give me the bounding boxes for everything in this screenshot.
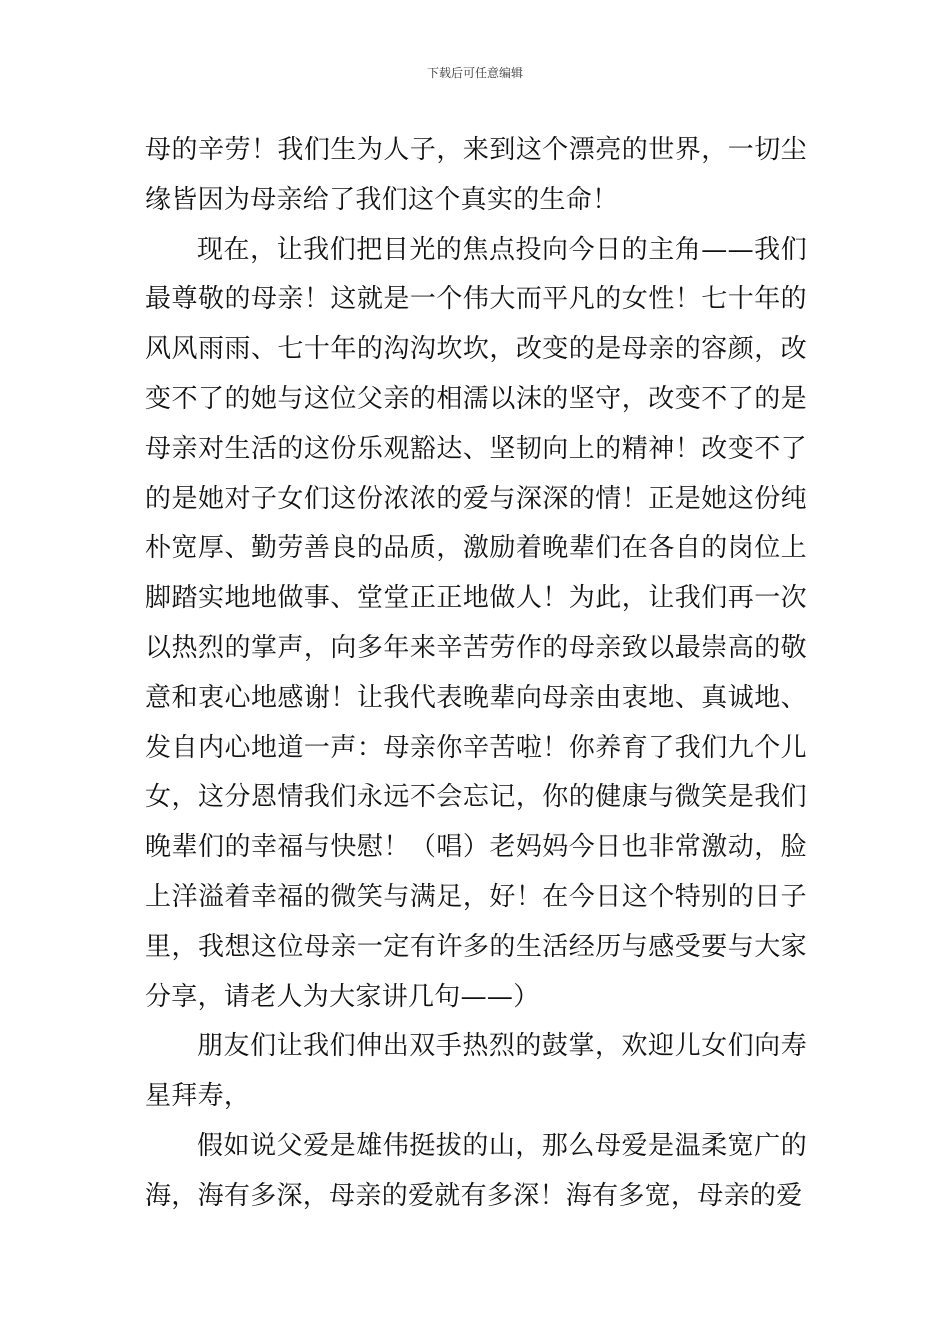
page-header: 下载后可任意编辑	[426, 66, 523, 80]
paragraph-2: 现在，让我们把目光的焦点投向今日的主角——我们最尊敬的母亲！这就是一个伟大而平凡的女性！七十年的风风雨雨、七十年的沟沟坎坎，改变的是母亲的容颜，改变不了的她与这位父亲的相濡以沫的坚守，改变不了的是母亲对生活的这份乐观豁达、坚韧向上的精神！改变不了的是她对子女们这份浓浓的爱与深深的情！正是她这份纯朴宽厚、勤劳善良的品质，激励着晚辈们在各自的岗位上脚踏实地地做事、堂堂正正地做人！为此，让我们再一次以热烈的掌声，向多年来辛苦劳作的母亲致以最崇高的敬意和衷心地感谢！让我代表晚辈向母亲由衷地、真诚地、发自内心地道一声：母亲你辛苦啦！你养育了我们九个儿女，这分恩情我们永远不会忘记，你的健康与微笑是我们晚辈们的幸福与快慰！（唱）老妈妈今日也非常激动，脸上洋溢着幸福的微笑与满足，好！在今日这个特别的日子里，我想这位母亲一定有许多的生活经历与感受要与大家分享，请老人为大家讲几句——）	[145, 234, 807, 1012]
paragraph-1: 母的辛劳！我们生为人子，来到这个漂亮的世界，一切尘缘皆因为母亲给了我们这个真实的生命！	[145, 135, 807, 215]
paragraph-3: 朋友们让我们伸出双手热烈的鼓掌，欢迎儿女们向寿星拜寿，	[145, 1031, 807, 1112]
document-body	[145, 126, 807, 1222]
paragraph-4: 假如说父爱是雄伟挺拔的山，那么母爱是温柔宽广的海，海有多深，母亲的爱就有多深！海有多宽，母亲的爱	[145, 1130, 807, 1211]
